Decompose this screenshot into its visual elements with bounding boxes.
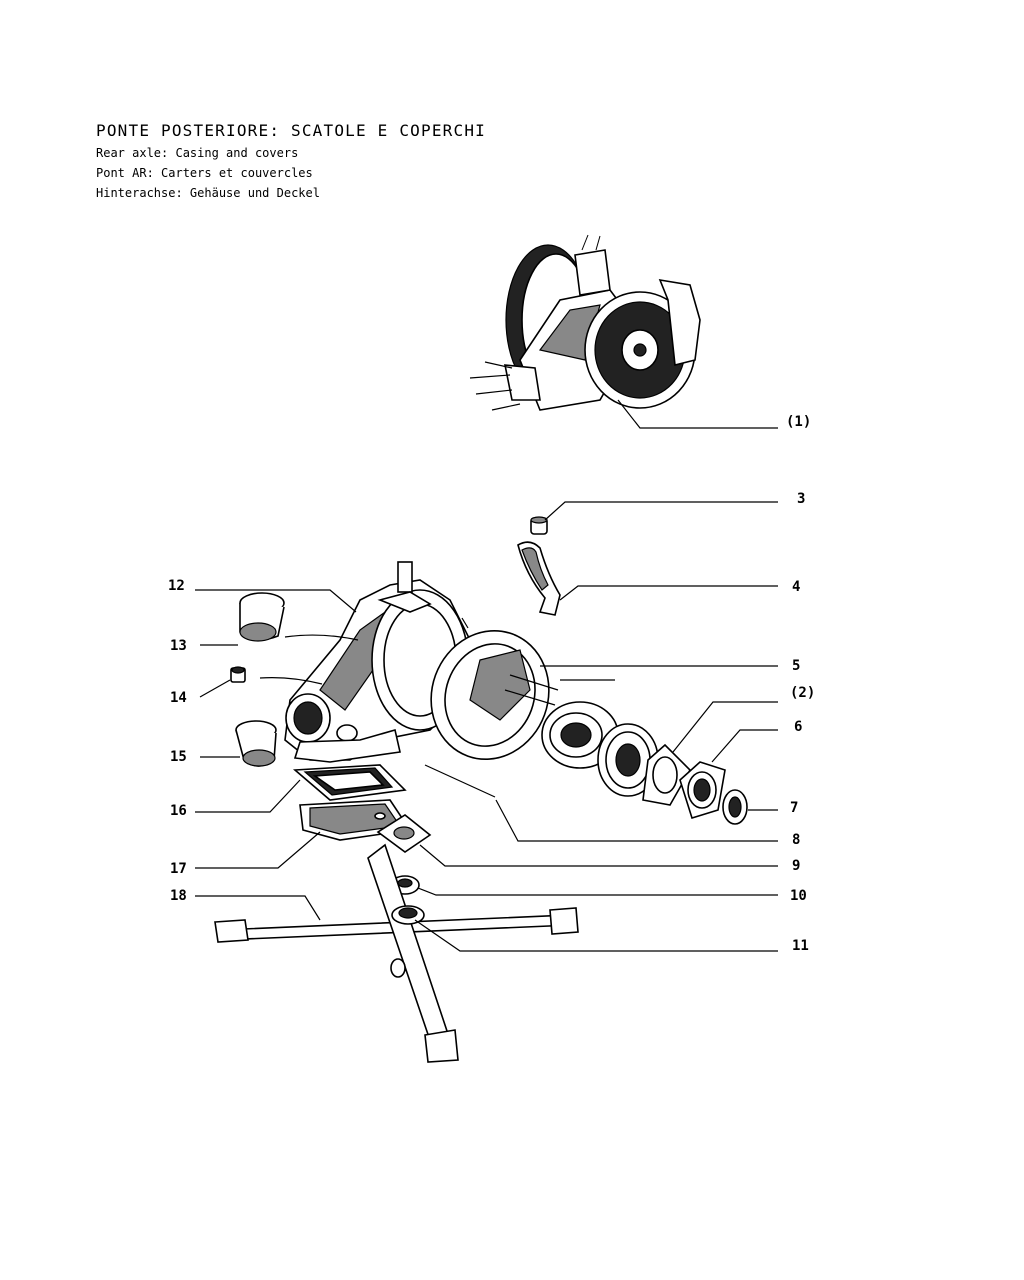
label-17: 17	[170, 861, 187, 877]
part-10-rubber-mount	[391, 876, 778, 895]
rear-axle-assembly-drawing	[470, 235, 778, 428]
part-14-small-nut	[200, 667, 245, 697]
label-4: 4	[792, 579, 801, 595]
title-italian: PONTE POSTERIORE: SCATOLE E COPERCHI	[96, 121, 486, 140]
label-15: 15	[170, 749, 187, 765]
label-13: 13	[170, 638, 187, 654]
part-4-curved-pipe	[518, 542, 778, 615]
label-9: 9	[792, 858, 801, 874]
label-2: (2)	[790, 685, 816, 701]
flange-bearing-assembly	[542, 702, 658, 796]
label-6: 6	[794, 719, 803, 735]
label-16: 16	[170, 803, 187, 819]
label-1: (1)	[786, 414, 812, 430]
label-8: 8	[792, 832, 801, 848]
subtitle-german: Hinterachse: Gehäuse und Deckel	[96, 186, 320, 200]
label-14: 14	[170, 690, 187, 706]
label-11: 11	[792, 938, 809, 954]
part-18-cross-member	[195, 845, 778, 1062]
label-5: 5	[792, 658, 801, 674]
label-18: 18	[170, 888, 187, 904]
label-7: 7	[790, 800, 799, 816]
subtitle-french: Pont AR: Carters et couvercles	[96, 166, 313, 180]
part-13-bearing-cup	[200, 593, 284, 645]
label-12: 12	[168, 578, 185, 594]
part-7-seal	[723, 790, 778, 824]
part-15-bearing-cup	[200, 721, 276, 766]
part-3-bushing	[531, 502, 778, 534]
label-10: 10	[790, 888, 807, 904]
subtitle-english: Rear axle: Casing and covers	[96, 146, 299, 160]
label-3: 3	[797, 491, 806, 507]
